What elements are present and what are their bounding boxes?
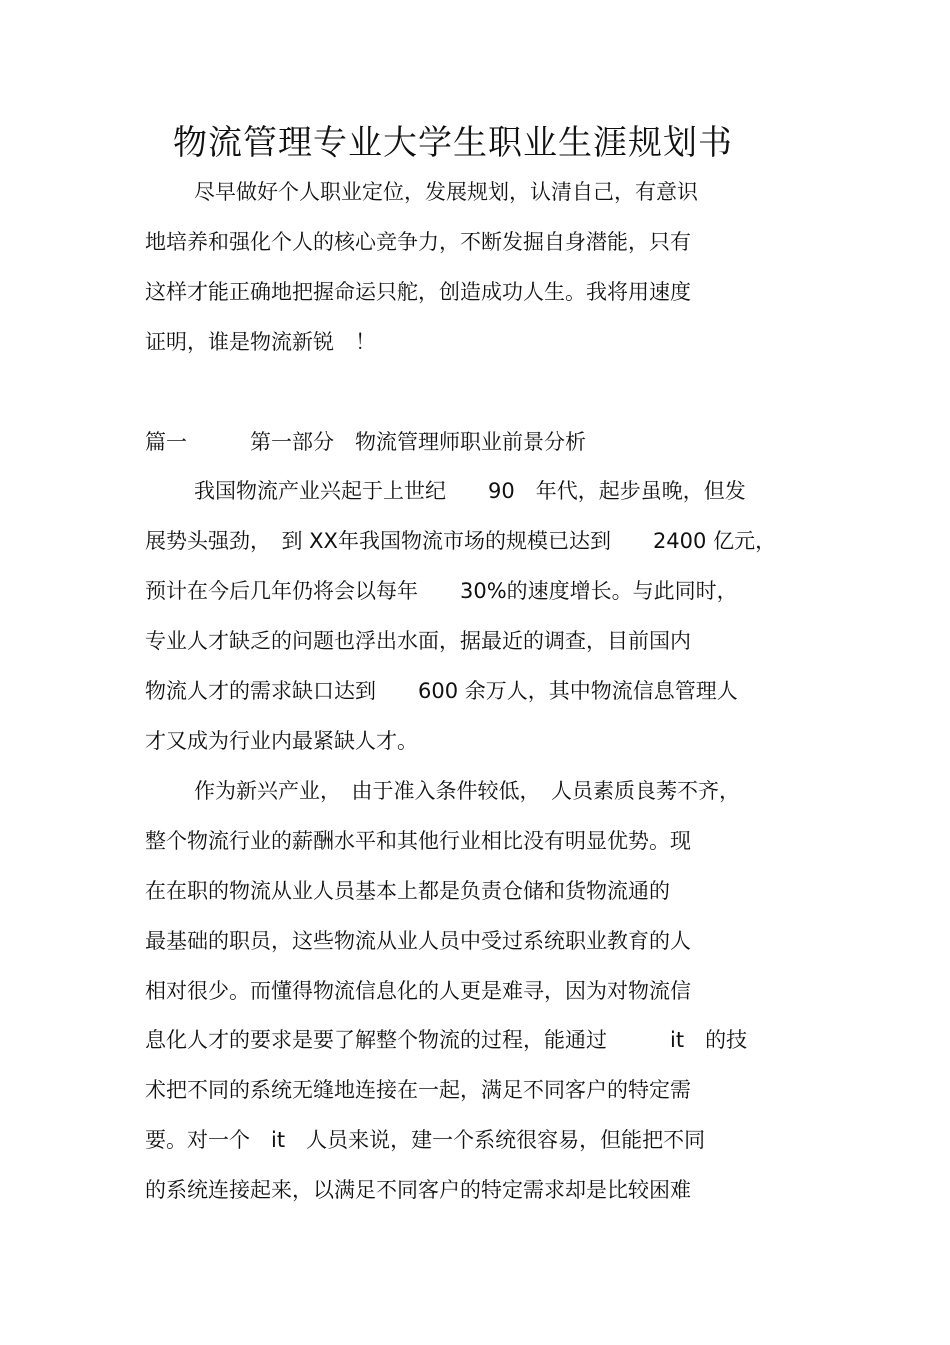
body-line: 息化人才的要求是要了解整个物流的过程，能通过 it 的技	[145, 1028, 748, 1052]
body-line: 才又成为行业内最紧缺人才。	[145, 729, 418, 753]
body-line: 尽早做好个人职业定位，发展规划，认清自己，有意识	[194, 180, 698, 204]
section-heading: 篇一 第一部分 物流管理师职业前景分析	[145, 430, 586, 454]
body-line: 在在职的物流从业人员基本上都是负责仓储和货物流通的	[145, 879, 670, 903]
body-line: 相对很少。而懂得物流信息化的人更是难寻，因为对物流信	[145, 979, 691, 1003]
body-line: 地培养和强化个人的核心竞争力，不断发掘自身潜能，只有	[145, 230, 691, 254]
document-title: 物流管理专业大学生职业生涯规划书	[173, 123, 733, 163]
body-line: 证明，谁是物流新锐 ！	[145, 330, 376, 354]
body-line: 预计在今后几年仍将会以每年 30%的速度增长。与此同时，	[145, 579, 738, 603]
body-line: 要。对一个 it 人员来说，建一个系统很容易，但能把不同	[145, 1128, 706, 1152]
body-line: 专业人才缺乏的问题也浮出水面，据最近的调查，目前国内	[145, 629, 691, 653]
body-line: 术把不同的系统无缝地连接在一起，满足不同客户的特定需	[145, 1078, 691, 1102]
body-line: 这样才能正确地把握命运只舵，创造成功人生。我将用速度	[145, 280, 691, 304]
body-line: 的系统连接起来，以满足不同客户的特定需求却是比较困难	[145, 1178, 691, 1202]
body-line: 作为新兴产业， 由于准入条件较低， 人员素质良莠不齐，	[194, 779, 740, 803]
body-line: 整个物流行业的薪酬水平和其他行业相比没有明显优势。现	[145, 829, 691, 853]
body-line: 展势头强劲， 到 XX年我国物流市场的规模已达到 2400 亿元，	[145, 529, 777, 553]
body-line: 最基础的职员，这些物流从业人员中受过系统职业教育的人	[145, 929, 691, 953]
body-line: 物流人才的需求缺口达到 600 余万人，其中物流信息管理人	[145, 679, 738, 703]
body-line: 我国物流产业兴起于上世纪 90 年代，起步虽晚，但发	[194, 479, 746, 503]
